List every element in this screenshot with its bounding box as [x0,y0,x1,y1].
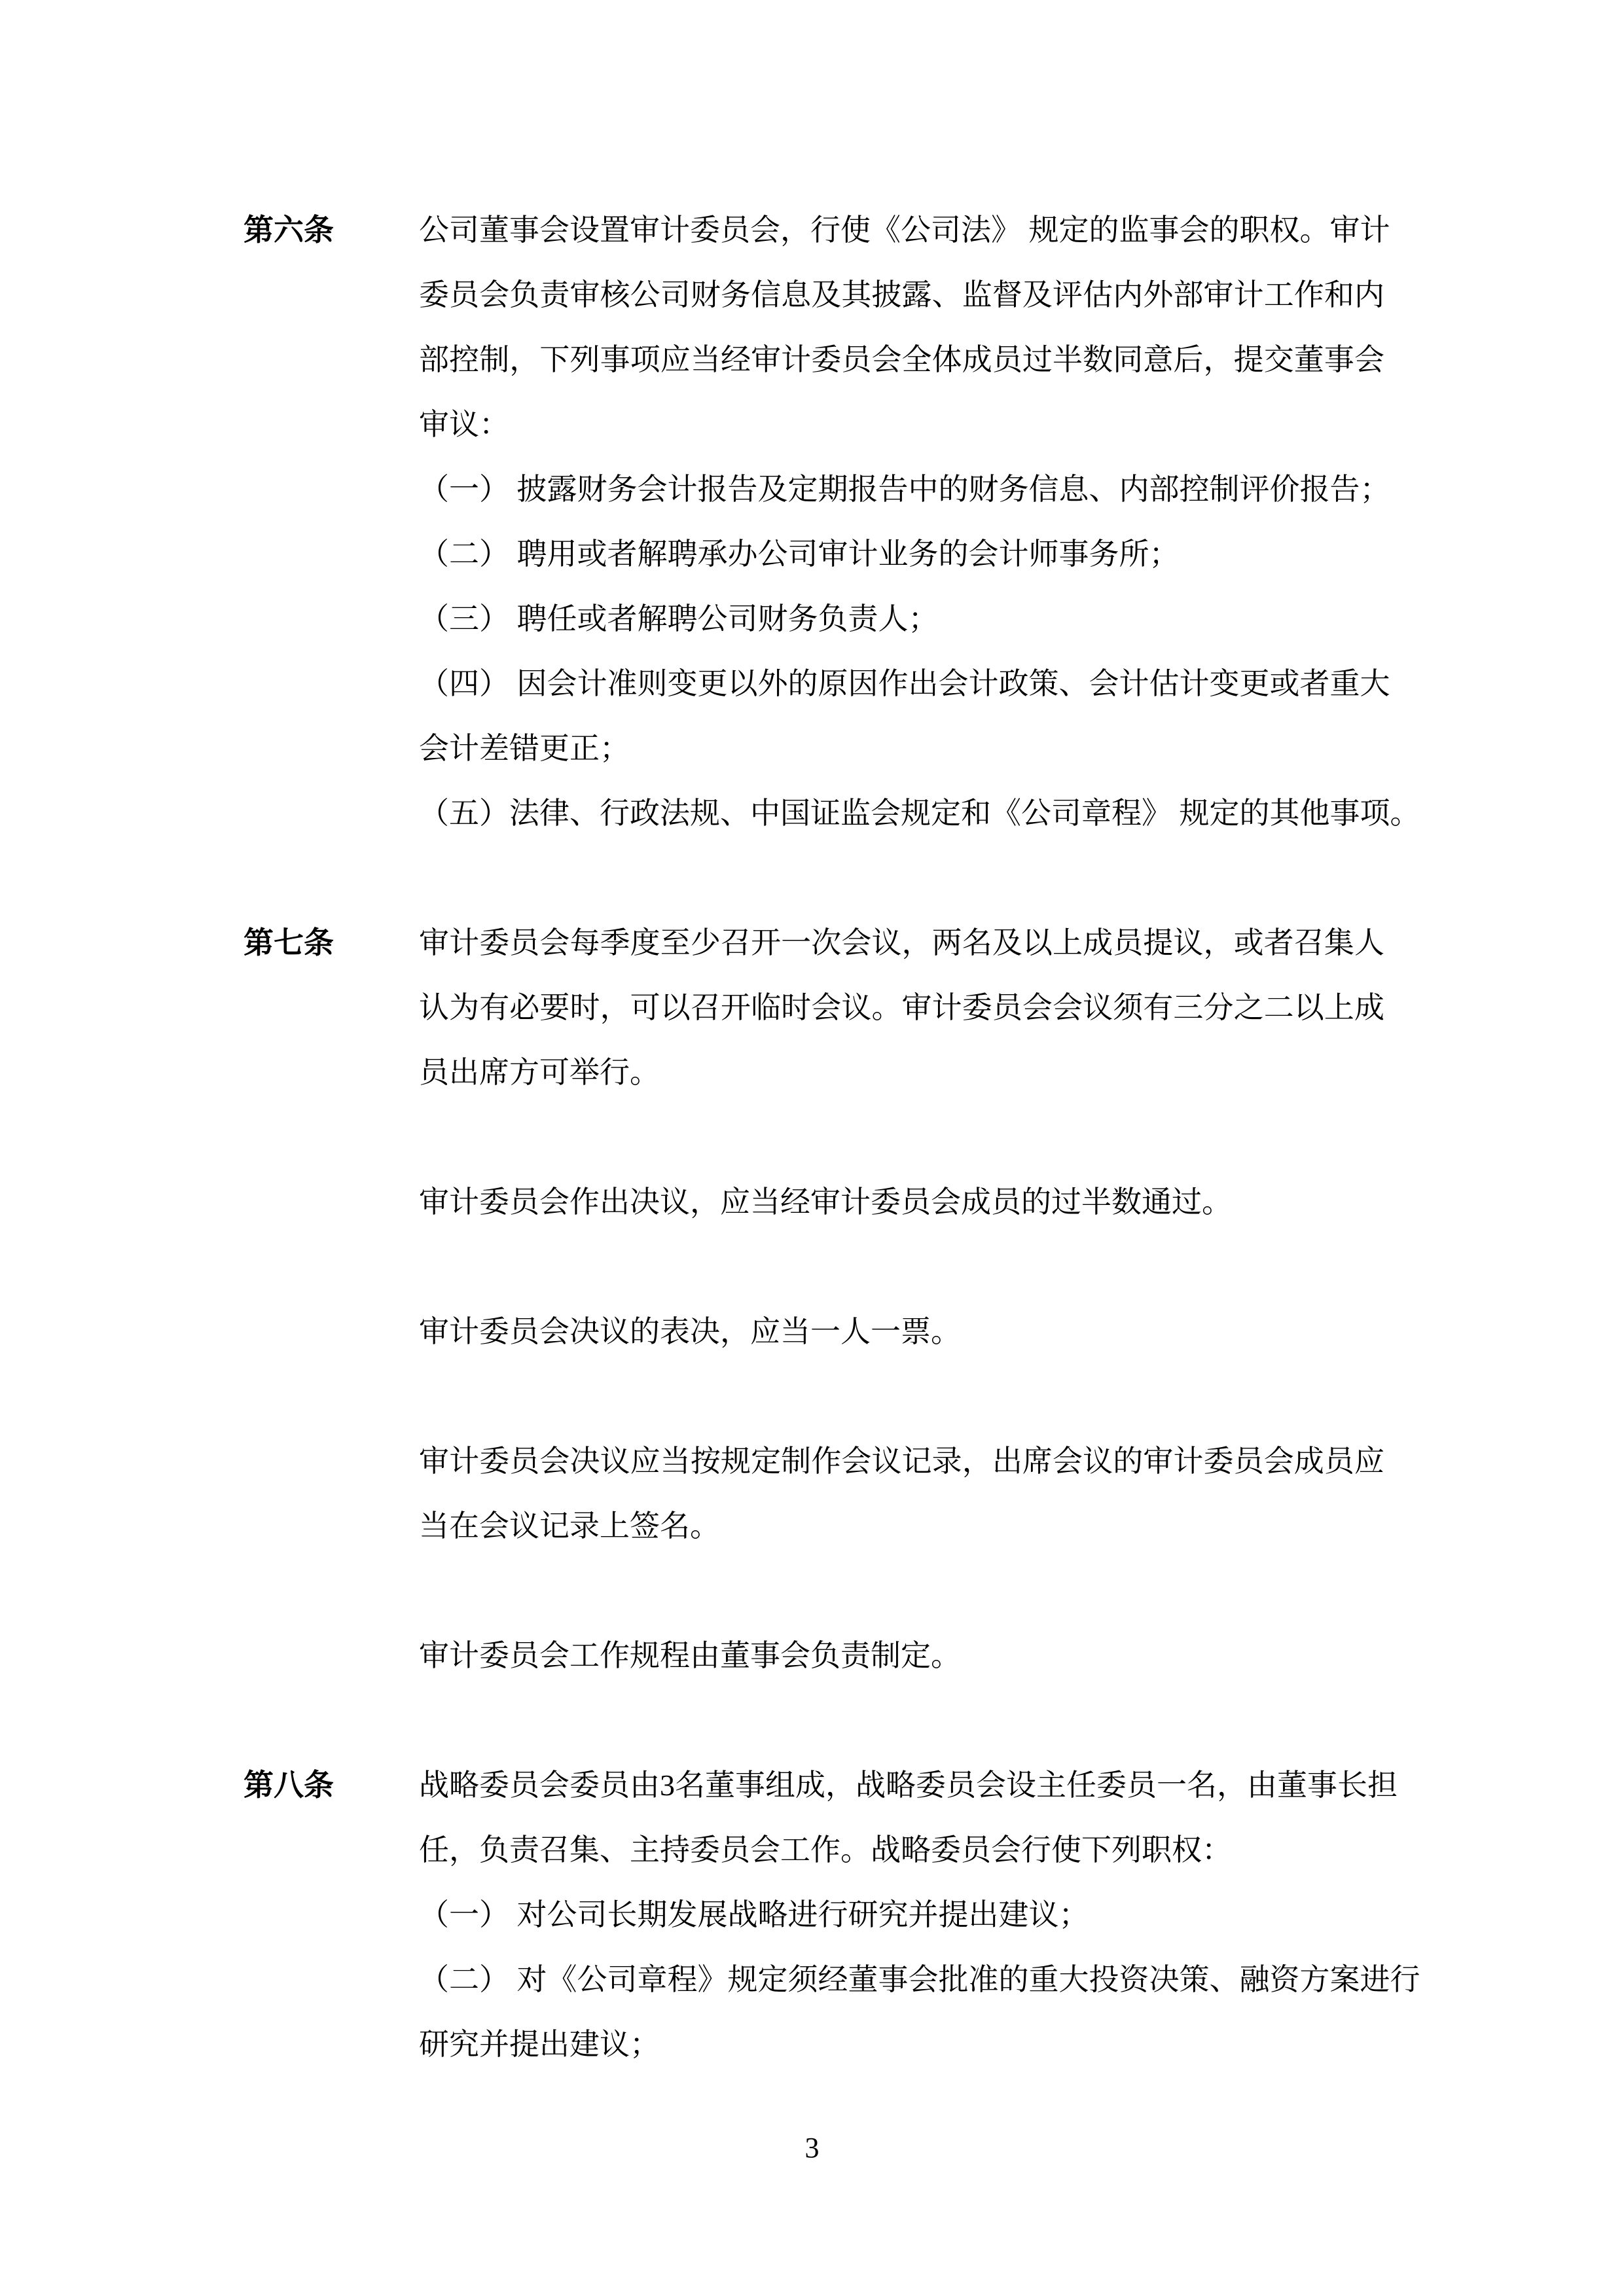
text-line [419,457,1390,522]
article-number-label: 第六条 [244,213,334,247]
line-text: （五）法律、行政法规、中国证监会规定和《公司章程》 规定的其他事项。 [419,797,1420,830]
text-line [244,198,1390,262]
line-text: 公司董事会设置审计委员会，行使《公司法》 规定的监事会的职权。审计 [419,213,1390,247]
blank-line [419,1558,1384,1623]
blank-line [419,1234,1384,1299]
line-text: 审计委员会每季度至少召开一次会议，两名及以上成员提议，或者召集人 [419,926,1384,960]
text-line [419,1299,1384,1364]
line-text: （四） 因会计准则变更以外的原因作出会计政策、会计估计变更或者重大 [419,667,1390,700]
article-number-label: 第八条 [244,1768,334,1802]
text-line [419,651,1390,716]
text-line [244,910,1384,975]
text-line [419,781,1420,846]
line-text: 任，负责召集、主持委员会工作。战略委员会行使下列职权： [419,1833,1232,1867]
blank-line [419,1688,1384,1753]
line-text: 研究并提出建议； [419,2028,660,2061]
text-line [419,2012,1384,2077]
line-text: 部控制，下列事项应当经审计委员会全体成员过半数同意后，提交董事会 [419,343,1384,376]
text-line [419,522,1384,586]
text-line [419,1170,1384,1234]
text-line [419,1623,1384,1688]
text-line [419,262,1384,327]
line-text: 审计委员会工作规程由董事会负责制定。 [419,1639,961,1672]
text-line [419,716,1384,781]
text-line [419,1818,1384,1882]
line-text: 审计委员会作出决议，应当经审计委员会成员的过半数通过。 [419,1185,1232,1219]
blank-line [419,1364,1384,1429]
text-line [419,1882,1384,1947]
line-text: 审议： [419,408,509,441]
line-text: 审计委员会决议的表决，应当一人一票。 [419,1315,961,1348]
text-line [419,327,1384,392]
line-text: 战略委员会委员由3名董事组成，战略委员会设主任委员一名，由董事长担 [419,1768,1398,1802]
line-text: （一） 披露财务会计报告及定期报告中的财务信息、内部控制评价报告； [419,473,1390,506]
line-text: 会计差错更正； [419,732,630,765]
text-line [419,392,1384,457]
text-line [419,1429,1384,1494]
text-line [419,586,1384,651]
line-text: （三） 聘任或者解聘公司财务负责人； [419,602,939,636]
line-text: 员出席方可举行。 [419,1056,660,1089]
text-line [419,1494,1384,1558]
document-body [244,198,1420,2077]
blank-line [419,846,1384,910]
line-text: 委员会负责审核公司财务信息及其披露、监督及评估内外部审计工作和内 [419,278,1384,312]
line-text: （一） 对公司长期发展战略进行研究并提出建议； [419,1898,1089,1931]
line-text: （二） 聘用或者解聘承办公司审计业务的会计师事务所； [419,537,1180,571]
page-number: 3 [804,2132,820,2164]
line-text: 审计委员会决议应当按规定制作会议记录，出席会议的审计委员会成员应 [419,1444,1384,1478]
line-text: 认为有必要时，可以召开临时会议。审计委员会会议须有三分之二以上成 [419,991,1384,1024]
line-text: （二） 对《公司章程》规定须经董事会批准的重大投资决策、融资方案进行 [419,1963,1420,1996]
text-line [244,1753,1398,1818]
text-line [419,1947,1420,2012]
text-line [419,975,1384,1040]
article-number-label: 第七条 [244,926,334,960]
text-line [419,1040,1384,1105]
line-text: 当在会议记录上签名。 [419,1509,720,1543]
blank-line [419,1105,1384,1170]
